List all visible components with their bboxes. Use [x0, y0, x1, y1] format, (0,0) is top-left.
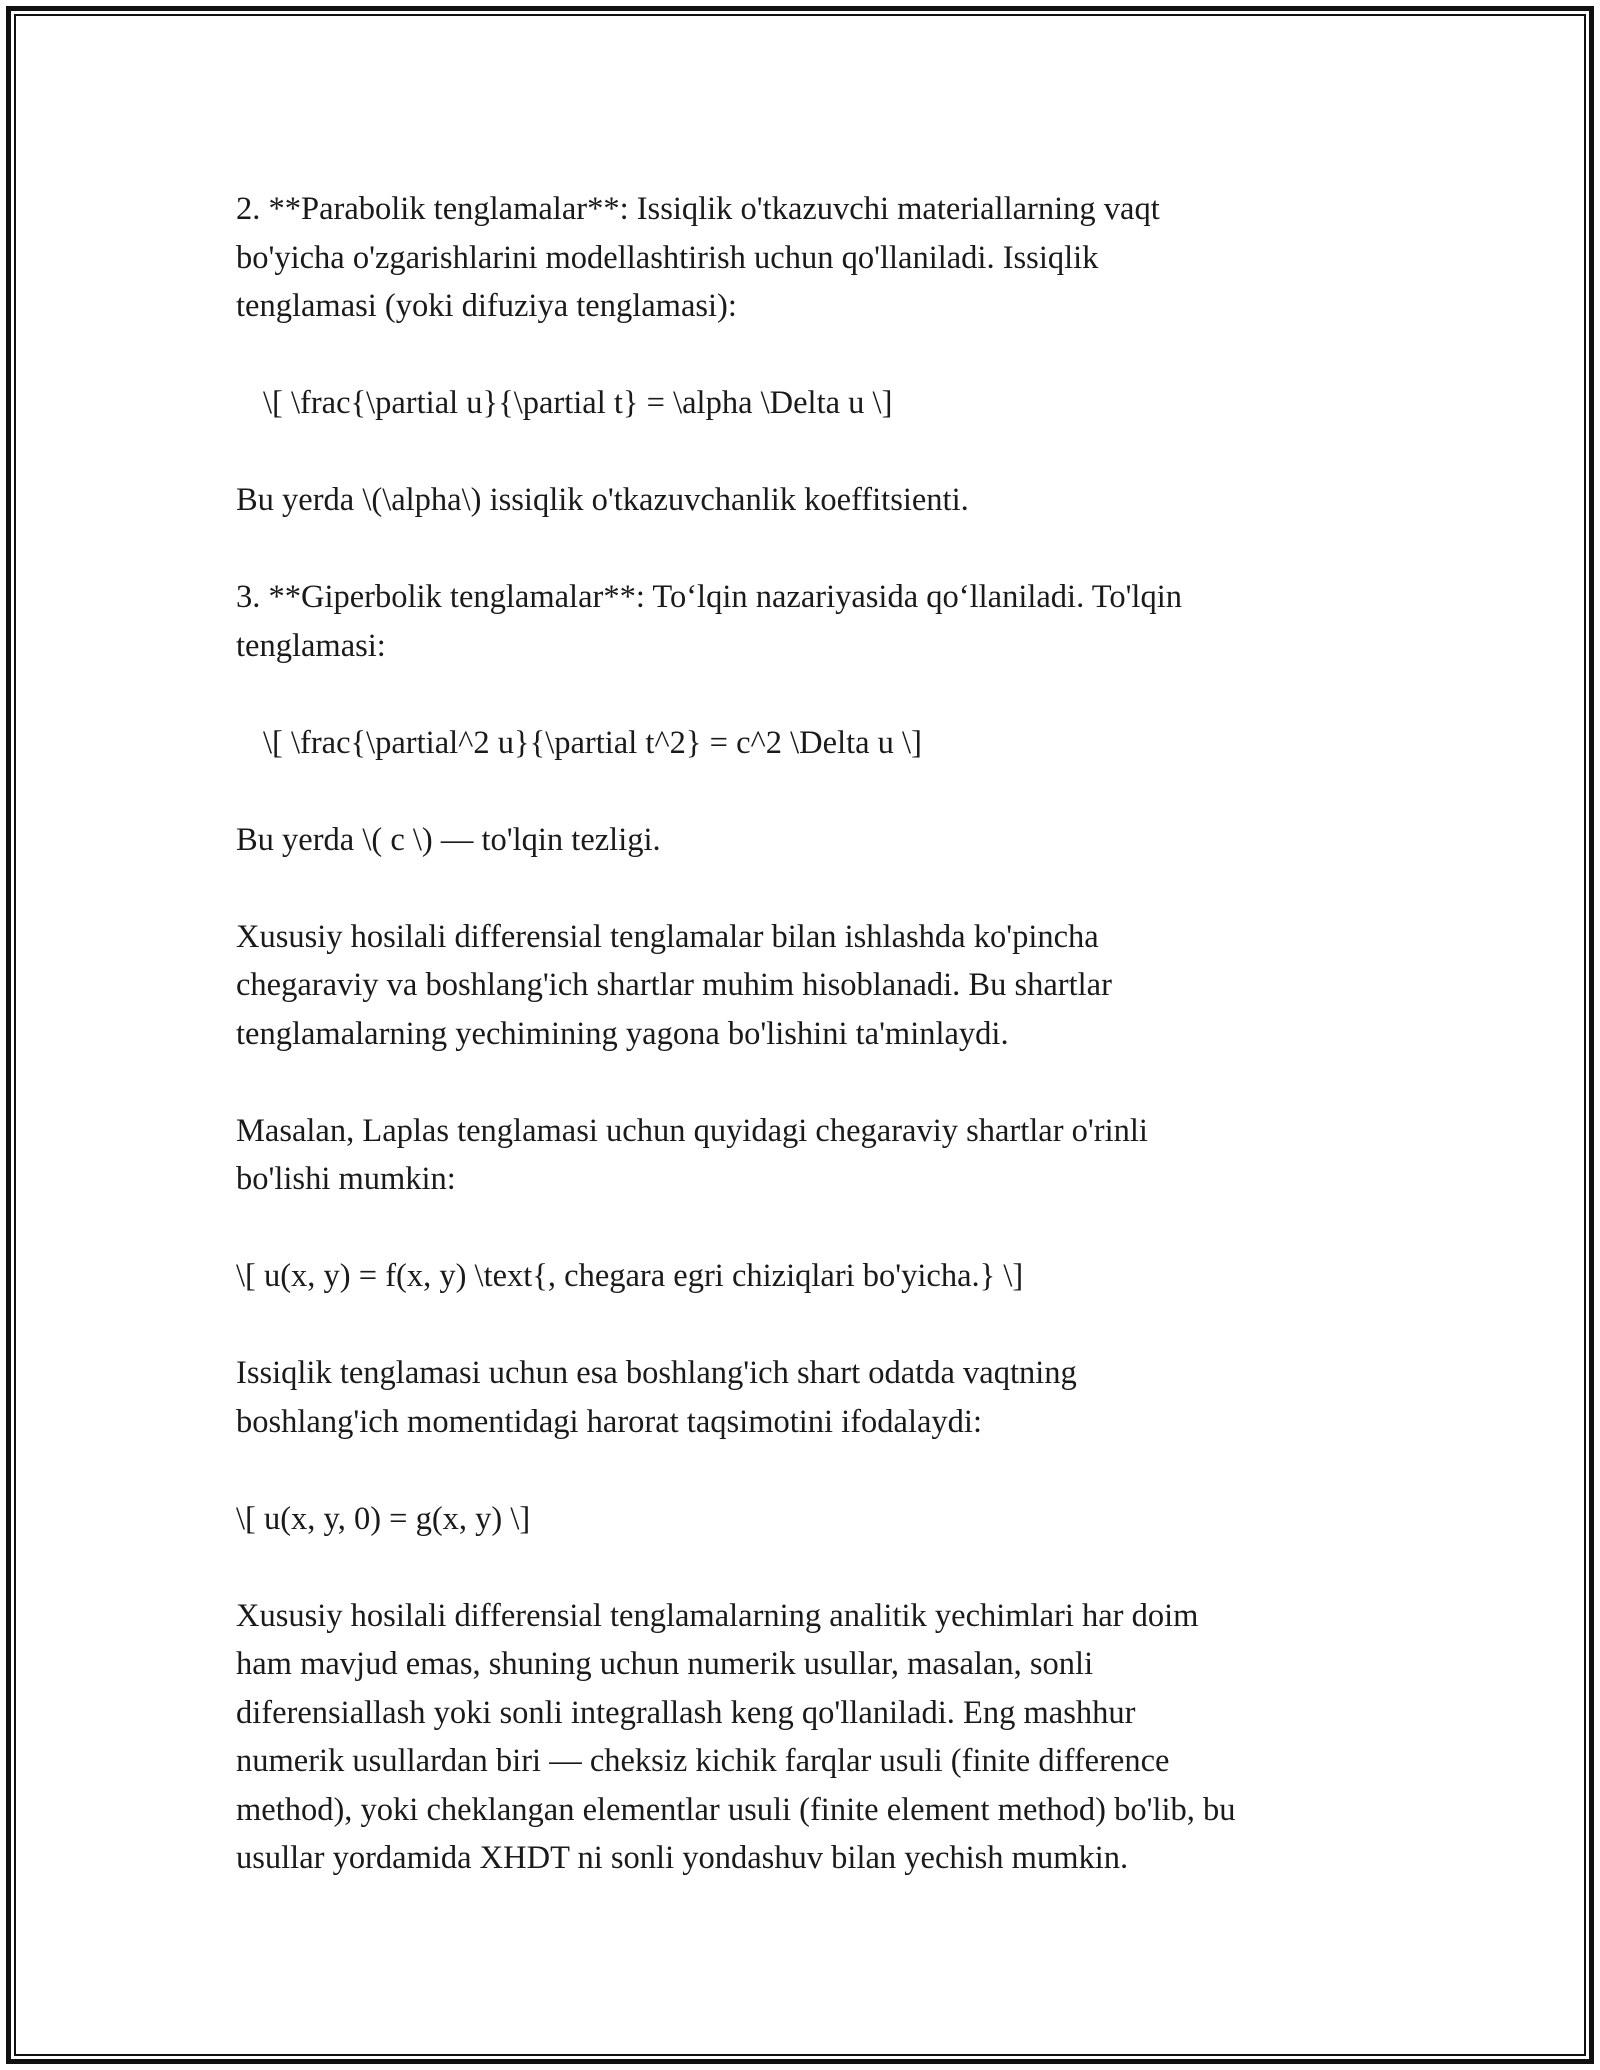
paragraph-initial-condition: Issiqlik tenglamasi uchun esa boshlang'ich shart odatda vaqtning boshlang'ich momentidagi harorat taqsimotini ifodalaydi: — [236, 1355, 1077, 1440]
document-body — [236, 185, 1396, 1883]
equation-boundary: \[ u(x, y) = f(x, y) \text{, chegara egri chiziqlari bo'yicha.} \] — [236, 1258, 1024, 1294]
equation-heat: \[ \frac{\partial u}{\partial t} = \alpha \Delta u \] — [263, 385, 893, 421]
paragraph-numerical-methods: Xususiy hosilali differensial tenglamalarning analitik yechimlari har doim ham mavjud emas, shuning uchun numerik usullar, masalan, sonli diferensiallash yoki sonli integrallash keng qo'llaniladi. Eng mashhur numerik usullardan biri — cheksiz kichik farqlar usuli (finite difference method), yoki cheklangan elementlar usuli (finite element method) bo'lib, bu usullar yordamida XHDT ni sonli yondashuv bilan yechish mumkin. — [236, 1597, 1236, 1876]
paragraph-boundary-conditions: Xususiy hosilali differensial tenglamalar bilan ishlashda ko'pincha chegaraviy va boshlang'ich shartlar muhim hisoblanadi. Bu shartlar tenglamalarning yechimining yagona bo'lishini ta'minlaydi. — [236, 918, 1112, 1052]
paragraph-hyperbolic-equations: 3. **Giperbolik tenglamalar**: To‘lqin nazariyasida qo‘llaniladi. To'lqin tenglamasi: — [236, 579, 1182, 664]
paragraph-laplace-example: Masalan, Laplas tenglamasi uchun quyidagi chegaraviy shartlar o'rinli bo'lishi mumkin: — [236, 1112, 1148, 1197]
paragraph-alpha-definition: Bu yerda \(\alpha\) issiqlik o'tkazuvchanlik koeffitsienti. — [236, 482, 969, 518]
paragraph-parabolic-equations: 2. **Parabolik tenglamalar**: Issiqlik o'tkazuvchi materiallarning vaqt bo'yicha o'zgarishlarini modellashtirish uchun qo'llaniladi. Issiqlik tenglamasi (yoki difuziya tenglamasi): — [236, 191, 1160, 324]
equation-initial: \[ u(x, y, 0) = g(x, y) \] — [236, 1500, 531, 1537]
paragraph-c-definition: Bu yerda \( c \) — to'lqin tezligi. — [236, 821, 661, 858]
equation-wave: \[ \frac{\partial^2 u}{\partial t^2} = c^2 \Delta u \] — [263, 724, 922, 761]
